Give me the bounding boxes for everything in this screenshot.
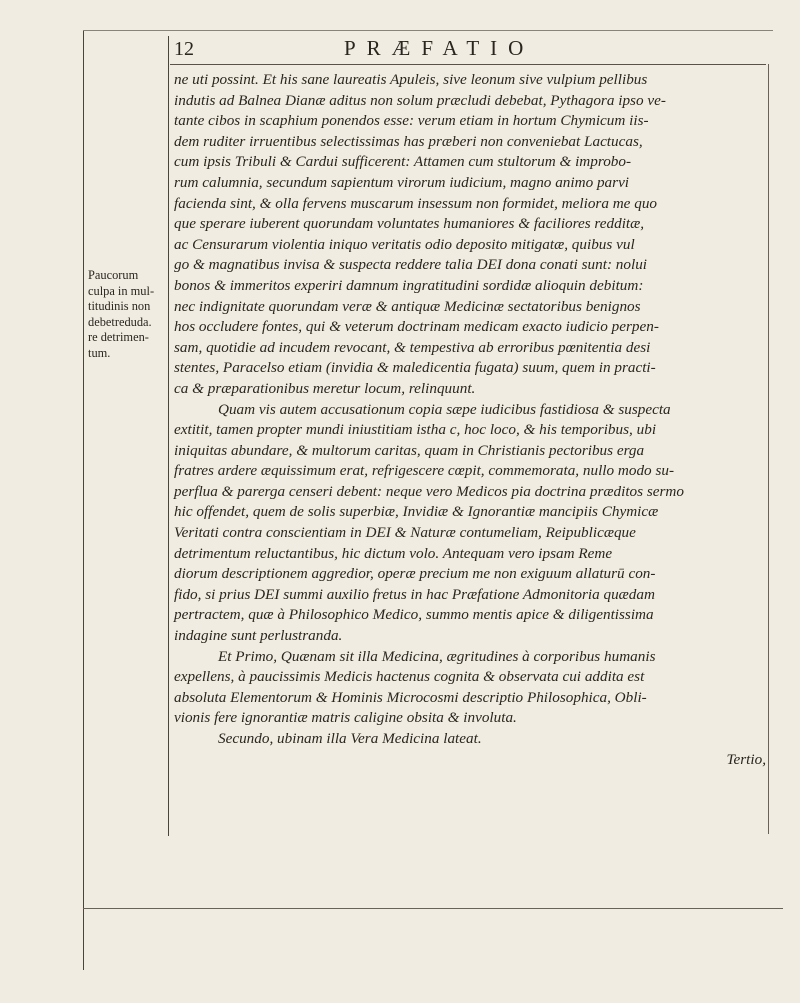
text-line: iniquitas abundare, & multorum caritas, quam in Christianis pectoribus erga: [174, 441, 645, 459]
margin-note-line: re detrimen-: [88, 330, 149, 344]
body-text: [174, 70, 766, 770]
text-line: dem ruditer irruentibus selectissimas has præberi non conveniebat Lactucas,: [174, 132, 643, 150]
running-title: PRÆFATIO: [344, 36, 535, 60]
text-line: cum ipsis Tribuli & Cardui sufficerent: Attamen cum stultorum & improbo-: [174, 153, 632, 171]
catchword: Tertio,: [726, 750, 766, 768]
bottom-rule: [83, 908, 783, 909]
text-line: detrimentum reluctantibus, hic dictum volo. Antequam vero ipsam Reme: [174, 544, 613, 562]
text-line: fido, si prius DEI summi auxilio fretus in hac Præfatione Admonitoria quædam: [174, 585, 655, 603]
margin-note-line: tum.: [88, 345, 111, 360]
text-line: bonos & immeritos experiri damnum ingratitudini sordidæ alioquin debitum:: [174, 276, 644, 294]
text-line: indagine sunt perlustranda.: [174, 627, 343, 645]
text-line: rum calumnia, secundum sapientum virorum iudicium, magno animo parvi: [174, 173, 630, 191]
text-line: perflua & parerga censeri debent: neque vero Medicos pia doctrina præditos sermo: [174, 482, 684, 500]
text-line: pertractem, quæ à Philosophico Medico, summo mentis apice & diligentissima: [174, 606, 654, 624]
margin-note-line: culpa in mul-: [88, 283, 155, 298]
text-block-right-rule: [768, 64, 769, 834]
text-line: indutis ad Balnea Dianæ aditus non solum præcludi debebat, Pythagora ipso ve-: [174, 91, 666, 109]
text-line: Et Primo, Quænam sit illa Medicina, ægritudines à corporibus humanis: [218, 647, 656, 665]
top-rule: [83, 30, 773, 31]
text-line: nec indignitate quorundam veræ & antiquæ Medicinæ sectatoribus benignos: [174, 297, 641, 315]
text-line: diorum descriptionem aggredior, operæ precium me non exiguum allaturū con-: [174, 565, 656, 583]
text-line: ne uti possint. Et his sane laureatis Apuleis, sive leonum sive vulpium pellibus: [174, 71, 648, 88]
left-outer-rule: [83, 30, 84, 970]
text-line: facienda sint, & olla fervens muscarum insessum non formidet, meliora me quo: [174, 194, 658, 212]
text-line: go & magnatibus invisa & suspecta reddere talia DEI dona conati sunt: nolui: [174, 256, 648, 274]
text-line: hos occludere fontes, qui & veterum doctrinam medicam exacto iudicio perpen-: [174, 318, 659, 336]
margin-note-line: Paucorum: [88, 268, 139, 282]
marginal-note: [88, 268, 168, 361]
text-block-left-rule: [168, 36, 169, 836]
text-line: hic offendet, quem de solis superbiæ, Invidiæ & Ignorantiæ mancipiis Chymicæ: [174, 503, 659, 521]
page-header: [174, 36, 630, 66]
margin-note-line: debetreduda.: [88, 314, 152, 329]
text-line: tante cibos in scaphium ponendos esse: verum etiam in hortum Chymicum iis-: [174, 112, 649, 130]
text-line: sam, quotidie ad incudem revocant, & tempestiva ab erroribus pœnitentia desi: [174, 338, 651, 356]
text-line: fratres ardere æquissimum erat, refrigescere cœpit, commemorata, nullo modo su-: [174, 462, 675, 480]
text-line: vionis fere ignorantiæ matris caligine obsita & involuta.: [174, 709, 517, 727]
text-line: absoluta Elementorum & Hominis Microcosmi descriptio Philosophica, Obli-: [174, 688, 647, 706]
text-line: extitit, tamen propter mundi iniustitiam istha c, hoc loco, & his temporibus, ubi: [174, 421, 657, 439]
text-line: ac Censurarum violentia iniquo veritatis odio deposito mitigatæ, quibus vul: [174, 235, 635, 253]
margin-note-line: titudinis non: [88, 299, 151, 313]
text-line: Secundo, ubinam illa Vera Medicina lateat.: [218, 730, 482, 747]
text-line: ca & præparationibus meretur locum, relinquunt.: [174, 379, 476, 397]
text-line: expellens, à paucissimis Medicis hactenus cognita & observata cui addita est: [174, 668, 645, 686]
text-line: stentes, Paracelso etiam (invidia & maledicentia fugata) suum, quem in practi-: [174, 359, 656, 377]
page-number: 12: [174, 38, 194, 60]
text-line: Quam vis autem accusationum copia sæpe iudicibus fastidiosa & suspecta: [218, 400, 671, 418]
text-line: Veritati contra conscientiam in DEI & Naturæ contumeliam, Reipublicæque: [174, 524, 636, 542]
text-line: que sperare iuberent quorundam voluntates humaniores & faciliores redditæ,: [174, 215, 645, 233]
